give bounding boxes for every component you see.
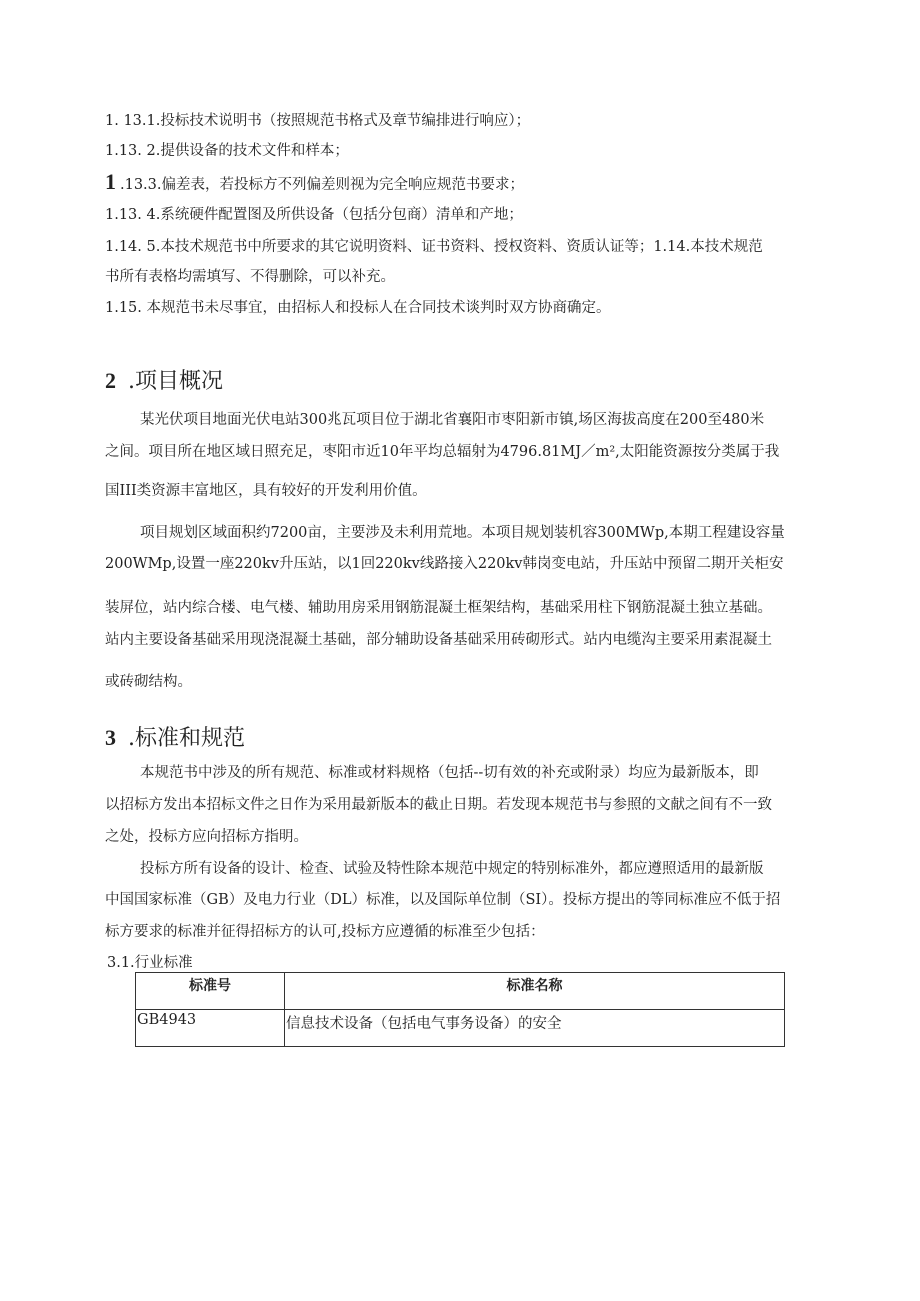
table-header-row — [136, 973, 785, 1010]
paragraph-line: 中国国家标准（GB）及电力行业（DL）标准，以及国际单位制（SI）。投标方提出的等同标准应不低于招 — [105, 892, 781, 908]
list-item-4: 1.13. 4.系统硬件配置图及所供设备（包括分包商）清单和产地； — [105, 207, 523, 223]
table-cell: 信息技术设备（包括电气事务设备）的安全 — [285, 1010, 785, 1047]
paragraph-line: 本规范书中涉及的所有规范、标准或材料规格（包括--切有效的补充或附录）均应为最新版本，即 — [140, 765, 759, 781]
paragraph-line: 标方要求的标准并征得招标方的认可,投标方应遵循的标准至少包括： — [105, 924, 545, 940]
paragraph-line: 装屏位，站内综合楼、电气楼、辅助用房采用钢筋混凝土框架结构，基础采用柱下钢筋混凝土独立基础。 — [105, 600, 772, 616]
list-item-3-text: .13.3.偏差表，若投标方不列偏差则视为完全响应规范书要求； — [120, 177, 525, 193]
section-2-number: 2 — [105, 368, 116, 393]
list-item-5: 1.14. 5.本技术规范书中所要求的其它说明资料、证书资料、授权资料、资质认证等；1.14.本技术规范 — [105, 239, 763, 255]
paragraph-line: 某光伏项目地面光伏电站300兆瓦项目位于湖北省襄阳市枣阳新市镇,场区海拔高度在200至480米 — [140, 412, 765, 428]
section-3-title: .标准和规范 — [128, 726, 245, 751]
list-item-1: 1. 13.1.投标技术说明书（按照规范书格式及章节编排进行响应）； — [105, 113, 531, 129]
list-item-3 — [105, 169, 525, 195]
list-item-5-cont: 书所有表格均需填写、不得删除，可以补充。 — [105, 269, 395, 285]
paragraph-line: 200WMp,设置一座220kv升压站，以1回220kv线路接入220kv韩岗变电站，升压站中预留二期开关柜安 — [105, 556, 784, 572]
section-2-heading — [105, 367, 223, 396]
paragraph-line: 国III类资源丰富地区，具有较好的开发利用价值。 — [105, 483, 427, 499]
paragraph-line: 或砖砌结构。 — [105, 674, 192, 690]
column-header: 标准号 — [136, 973, 285, 1010]
paragraph-line: 之间。项目所在地区域日照充足，枣阳市近10年平均总辐射为4796.81MJ／m²,太阳能资源按分类属于我 — [105, 444, 780, 460]
paragraph-line: 之处，投标方应向招标方指明。 — [105, 829, 308, 845]
table-row — [136, 1010, 785, 1047]
subsection-title: 3.1.行业标准 — [107, 955, 193, 971]
table-cell: GB4943 — [136, 1010, 285, 1047]
column-header: 标准名称 — [285, 973, 785, 1010]
list-item-6: 1.15. 本规范书未尽事宜，由招标人和投标人在合同技术谈判时双方协商确定。 — [105, 300, 611, 316]
list-item-2: 1.13. 2.提供设备的技术文件和样本； — [105, 143, 349, 159]
standards-table — [135, 972, 785, 1047]
section-2-title: .项目概况 — [128, 369, 223, 394]
paragraph-line: 以招标方发出本招标文件之日作为采用最新版本的截止日期。若发现本规范书与参照的文献之间有不一致 — [105, 797, 772, 813]
paragraph-line: 投标方所有设备的设计、检查、试验及特性除本规范中规定的特别标准外，都应遵照适用的最新版 — [140, 861, 764, 877]
paragraph-line: 站内主要设备基础采用现浇混凝土基础，部分辅助设备基础采用砖砌形式。站内电缆沟主要采用素混凝土 — [105, 632, 772, 648]
paragraph-line: 项目规划区域面积约7200亩，主要涉及未利用荒地。本项目规划装机容300MWp,本期工程建设容量 — [140, 525, 785, 541]
section-3-number: 3 — [105, 725, 116, 750]
list-item-3-number: 1 — [105, 169, 116, 194]
section-3-heading — [105, 724, 245, 753]
